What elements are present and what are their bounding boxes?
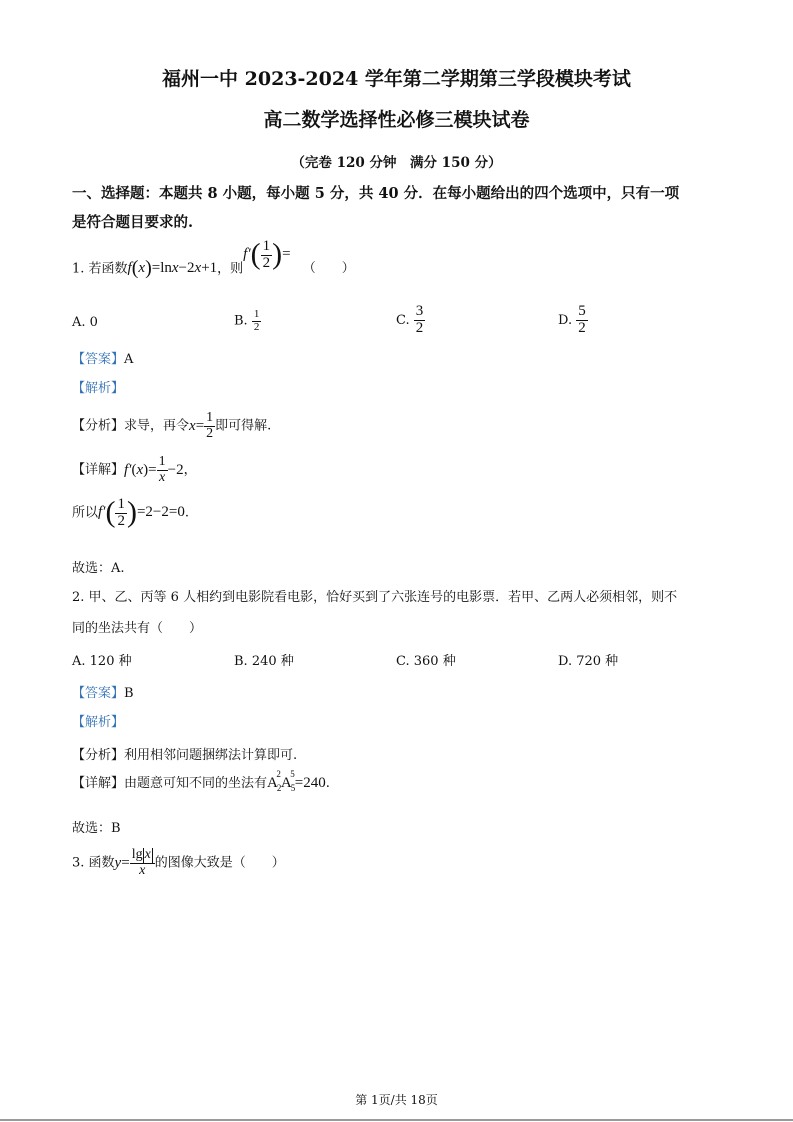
- q2-analysis-tag: 【解析】: [72, 715, 125, 730]
- exam-meta: （完卷 120 分钟 满分 150 分）: [291, 155, 502, 171]
- section-heading-line1: 一、选择题：本题共 8 小题，每小题 5 分，共 40 分．在每小题给出的四个选项中，只有一项: [72, 185, 680, 202]
- q2-stem-line1: 2. 甲、乙、丙等 6 人相约到电影院看电影，恰好买到了六张连号的电影票．若甲、乙两人必须相邻，则不: [72, 590, 678, 605]
- q1-fenxi: 【分析】求导，再令x= $\frac{1}{2}$ 即可得解.: [72, 410, 272, 441]
- exam-subtitle: 高二数学选择性必修三模块试卷: [263, 109, 530, 131]
- q1-then: ，则: [217, 261, 244, 277]
- exam-title: 福州一中 2023-2024 学年第二学期第三学段模块考试: [162, 68, 631, 90]
- q2-option-d: D. 720 种: [558, 654, 619, 669]
- q1-option-b: B. $\frac{1}{2}$: [234, 308, 260, 333]
- q2-option-a: A. 120 种: [72, 654, 132, 669]
- question-1-stem: [72, 237, 355, 286]
- q2-option-c: C. 360 种: [396, 654, 456, 669]
- page-number: 第 1页/共 18页: [355, 1093, 438, 1107]
- q1-analysis-tag: 【解析】: [72, 381, 125, 396]
- q1-option-d: D. $\frac{5}{2}$: [558, 303, 586, 336]
- q1-option-c: C. $\frac{3}{2}$: [396, 303, 424, 336]
- q2-option-b: B. 240 种: [234, 654, 294, 669]
- q1-function-def: f(x)=lnx−2x+1: [127, 257, 218, 280]
- q2-conclusion: 故选：B: [72, 821, 121, 836]
- q2-detail: 【详解】由题意可知不同的坐法有$A_2^2A_5^5=240$.: [72, 769, 330, 793]
- q1-derivative-expr: f′( $\frac{1}{2}$ )=: [243, 237, 291, 271]
- q1-suoyi: 所以f′( $\frac{1}{2}$ )=2−2=0.: [72, 495, 189, 529]
- bottom-rule: [0, 1119, 793, 1121]
- q2-stem-line2: 同的坐法共有（ ）: [72, 621, 203, 636]
- q1-detail: 【详解】f′(x)= $\frac{1}{x}$ −2，: [72, 454, 197, 485]
- q2-fenxi: 【分析】利用相邻问题捆绑法计算即可.: [72, 748, 298, 763]
- q3-stem: 3. 函数y= $\frac{\text{lg x}}{x}$ 的图像大致是（ ）: [72, 847, 285, 878]
- q1-answer: 【答案】A: [72, 352, 134, 367]
- q1-option-a: A. 0: [72, 315, 98, 330]
- q1-prefix: 1. 若函数: [72, 261, 128, 277]
- q1-conclusion: 故选：A.: [72, 561, 125, 576]
- q2-answer: 【答案】B: [72, 686, 134, 701]
- section-heading-line2: 是符合题目要求的.: [72, 214, 194, 231]
- q1-blank: （ ）: [302, 261, 355, 277]
